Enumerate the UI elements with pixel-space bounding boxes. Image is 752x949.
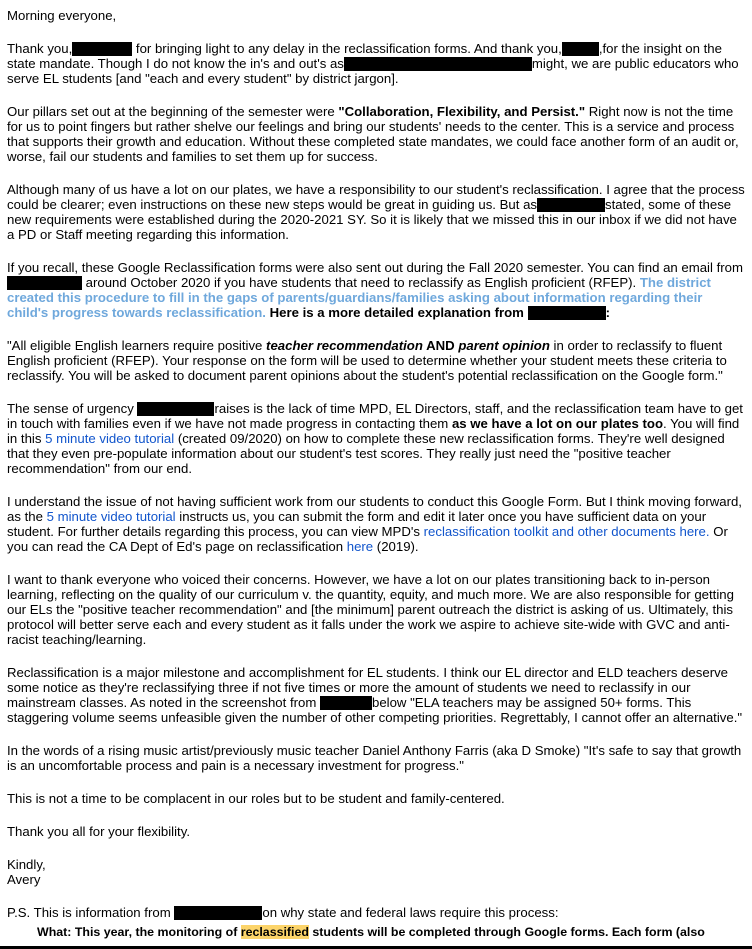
highlighted-text: reclassified	[240, 925, 309, 939]
text-run: Morning everyone,	[7, 8, 117, 23]
link[interactable]: 5 minute video tutorial	[45, 431, 175, 446]
emphasized-blue-text: The district created this procedure to fill in the gaps of parents/guardians/families asking about information regarding their child's progress towards reclassification.	[7, 275, 711, 320]
paragraph-ps-bullet-clipped	[37, 925, 745, 940]
text-run: (2019).	[373, 539, 419, 554]
text-run: If you recall, these Google Reclassification forms were also sent out during the Fall 2020 semester. You can find an email from	[7, 260, 743, 275]
redaction-box	[72, 42, 132, 56]
text-run: in order to reclassify to fluent English proficient (RFEP). Your response on the form will be used to determine whether your student meets these criteria to reclassify. You will be asked to document parent opinions about the student's potential reclassification on the Google form."	[7, 338, 727, 383]
redaction-box	[174, 906, 262, 920]
text-run: Thank you,	[7, 41, 73, 56]
paragraph-d-smoke-quote	[7, 743, 745, 773]
text-run: Or you can read the CA Dept of Ed's page on reclassification	[7, 524, 728, 554]
paragraph-greeting	[7, 8, 745, 23]
text-run: around October 2020 if you have students that need to reclassify as English proficient (RFEP).	[82, 275, 640, 290]
text-run: on why state and federal laws require this process:	[262, 905, 559, 920]
text-run: might, we are public educators who serve EL students [and "each and every student" by district jargon].	[7, 56, 739, 86]
redaction-box	[320, 696, 372, 710]
paragraph-milestone	[7, 665, 745, 725]
text-run: raises is the lack of time MPD, EL Directors, staff, and the reclassification team have to get in touch with families even if we have not made progress in contacting them	[7, 401, 743, 431]
text-run: students will be completed through Google forms. Each form (also	[308, 925, 705, 939]
paragraph-thanks	[7, 41, 745, 86]
text-run: for bringing light to any delay in the reclassification forms. And thank you,	[132, 41, 562, 56]
bold-text: :	[605, 305, 610, 320]
bold-text: as we have a lot on our plates too	[451, 416, 663, 431]
paragraph-thanks-flexibility	[7, 824, 745, 839]
text-run: The sense of urgency	[7, 401, 138, 416]
text-run: I want to thank everyone who voiced their concerns. However, we have a lot on our plates transitioning back to in-person learning, reflecting on the quality of our curriculum v. the quantity, equity, and much more. We are also responsible for getting our ELs the "positive teacher recommendation" and [the minimum] parent outreach the district is asking of us. Ultimately, this protocol will better serve each and every student as it falls under the work we aspire to achieve site-wide with GVC and anti-racist teaching/learning.	[7, 572, 734, 647]
text-run: ,for the insight on the state mandate. Though I do not know the in's and out's as	[7, 41, 722, 71]
text-run: Avery	[7, 872, 41, 887]
text-run: Kindly,	[7, 857, 46, 872]
redaction-box	[7, 276, 82, 290]
paragraph-understanding	[7, 494, 745, 554]
text-run: I understand the issue of not having sufficient work from our students to conduct this Google Form. But I think moving forward, as the	[7, 494, 742, 524]
link[interactable]: 5 minute video tutorial	[46, 509, 176, 524]
link[interactable]: reclassification toolkit and other documents here.	[423, 524, 710, 539]
text-run: This is not a time to be complacent in our roles but to be student and family-centered.	[7, 791, 505, 806]
paragraph-postscript	[7, 905, 745, 920]
paragraph-not-complacent	[7, 791, 745, 806]
paragraph-thank-concerns	[7, 572, 745, 647]
redaction-box	[562, 42, 599, 56]
text-run: Although many of us have a lot on our plates, we have a responsibility to our student's reclassification. I agree that the process could be clearer; even instructions on these new steps would be great in guiding us. But as	[7, 182, 745, 212]
text-run: Our pillars set out at the beginning of the semester were	[7, 104, 339, 119]
bold-italic-text: parent opinion	[458, 338, 550, 353]
text-run: Thank you all for your flexibility.	[7, 824, 190, 839]
text-run: . You will find in this	[7, 416, 740, 446]
link[interactable]: here	[346, 539, 374, 554]
bold-text: AND	[422, 338, 459, 353]
text-run: below "ELA teachers may be assigned 50+ forms. This staggering volume seems unfeasible given the number of other competing priorities. Regrettably, I cannot offer an alternative."	[7, 695, 743, 725]
paragraph-responsibility	[7, 182, 745, 242]
text-run: (created 09/2020) on how to complete these new reclassification forms. They're well designed that they even pre-populate information about our student's test scores. They really just need the "positive teacher recommendation" from our end.	[7, 431, 725, 476]
paragraph-quote-explanation	[7, 338, 745, 383]
text-run: Right now is not the time for us to point fingers but rather shelve our feelings and bring our students' needs to the center. This is a service and process that supports their growth and education. Without these completed state mandates, we could face another form of an audit or, worse, fail our students and families to set them up for success.	[7, 104, 739, 164]
text-run: In the words of a rising music artist/previously music teacher Daniel Anthony Farris (aka D Smoke) "It's safe to say that growth is an uncomfortable process and pain is a necessary investment for progress."	[7, 743, 742, 773]
redaction-box	[344, 57, 532, 71]
bold-text: "Collaboration, Flexibility, and Persist."	[338, 104, 586, 119]
paragraph-recall	[7, 260, 745, 320]
text-run: Reclassification is a major milestone and accomplishment for EL students. I think our EL director and ELD teachers deserve some notice as they're reclassifying three if not five times or more the amount of students we need to reclassify in our mainstream classes. As noted in the screenshot from	[7, 665, 729, 710]
redaction-box	[528, 306, 606, 320]
paragraph-signature	[7, 857, 745, 887]
paragraph-pillars	[7, 104, 745, 164]
bold-italic-text: teacher recommendation	[266, 338, 423, 353]
text-run: instructs us, you can submit the form and edit it later once you have sufficient data on your student. For further details regarding this process, you can view MPD's	[7, 509, 707, 539]
text-run: P.S. This is information from	[7, 905, 175, 920]
redaction-box	[137, 402, 214, 416]
text-run: stated, some of these new requirements were established during the 2020-2021 SY. So it is likely that we missed this in our inbox if we did not have a PD or Staff meeting regarding this information.	[7, 197, 737, 242]
redaction-box	[537, 198, 605, 212]
paragraph-urgency	[7, 401, 745, 476]
text-run: "All eligible English learners require positive	[7, 338, 267, 353]
bold-text: Here is a more detailed explanation from	[269, 305, 528, 320]
text-run: What: This year, the monitoring of	[37, 925, 241, 939]
